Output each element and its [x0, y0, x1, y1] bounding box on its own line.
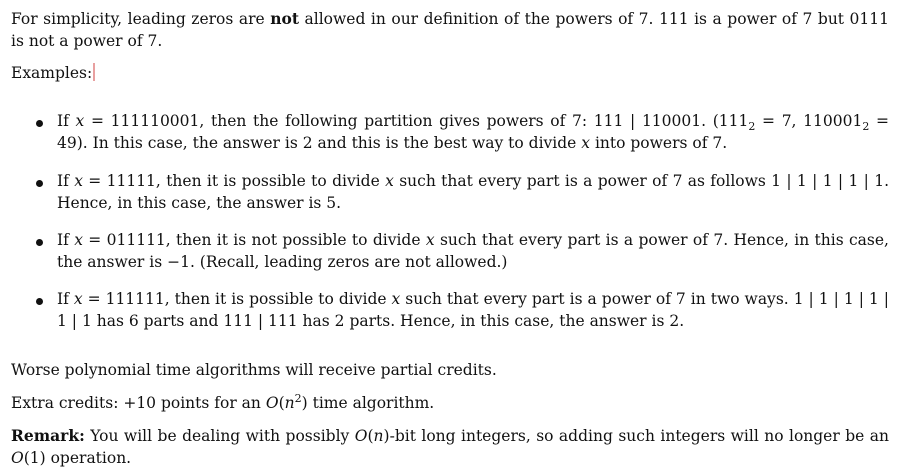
extra-credits-paragraph: Extra credits: +10 points for an $O(n^2)$ time algorithm.: [11, 391, 435, 412]
var-x: x: [391, 290, 401, 308]
example-item-2: If x = 11111, then it is possible to divide x such that every part is a power of 7 as follows 1 | 1 | 1 | 1 | 1. Hence, in this case, the answer is 5.: [57, 172, 890, 212]
var-x: x: [74, 172, 83, 190]
var-x: x: [385, 172, 394, 190]
var-x: x: [73, 290, 83, 308]
example-item-1: If x = 111110001, then the following partition gives powers of 7: 111 | 110001. ($111_2 = 7$, $110001_2 = 49$). In this case, the answer is 2 and this is the best way to divide x into powers of 7.: [57, 112, 889, 152]
remark-label: Remark:: [11, 426, 85, 445]
examples-heading: [11, 62, 889, 84]
intro-text-1: For simplicity, leading zeros are: [11, 10, 271, 28]
bullet-4: [36, 298, 46, 308]
example-item-4: If x = 111111, then it is possible to divide x such that every part is a power of 7 in two ways. 1 | 1 | 1 | 1 | 1 | 1 has 6 parts and 111 | 111 has 2 parts. Hence, in this case, the answer is 2.: [57, 290, 889, 330]
examples-label: Examples:: [11, 64, 93, 82]
bullet-1: [36, 120, 46, 130]
bullet-2: [36, 180, 46, 190]
var-x: x: [74, 231, 83, 249]
example-item-3: If x = 011111, then it is not possible to divide x such that every part is a power of 7. Hence, in this case, the answer is −1. (Recall, leading zeros are not allowed.): [57, 231, 889, 271]
var-x: x: [75, 112, 85, 130]
remark-paragraph: Remark: You will be dealing with possibly O(n)-bit long integers, so adding such integers will no longer be an O(1) operation.: [11, 426, 889, 467]
worse-paragraph: Worse polynomial time algorithms will receive partial credits.: [11, 361, 497, 379]
intro-bold-not: not: [270, 9, 299, 28]
intro-text-2: allowed in our definition of the powers of 7. 111 is a power of 7 but 0111 is not a power of 7.: [11, 10, 889, 50]
bullet-3: [36, 239, 46, 249]
var-x: x: [581, 134, 591, 152]
var-x: x: [425, 231, 435, 249]
intro-paragraph: [11, 8, 889, 52]
text-cursor: [93, 63, 95, 81]
